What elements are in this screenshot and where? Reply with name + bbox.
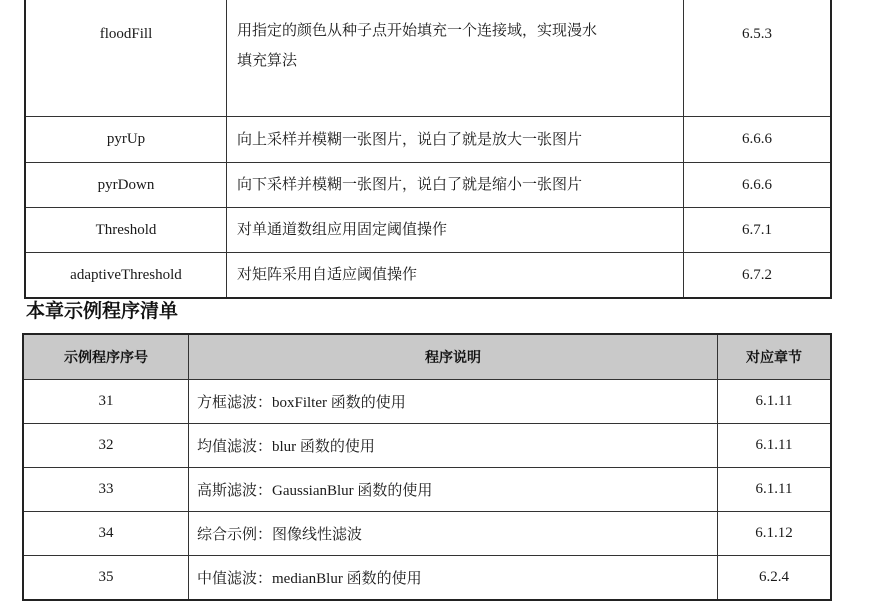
table-row: [25, 0, 831, 117]
sample-description: 均值滤波：blur 函数的使用: [189, 424, 718, 468]
description-line: 填充算法: [237, 53, 298, 69]
function-description: 对矩阵采用自适应阈值操作: [227, 253, 684, 299]
sample-section: 6.1.11: [718, 380, 832, 424]
column-header-section: 对应章节: [718, 334, 832, 380]
function-section: 6.7.1: [684, 208, 832, 253]
sample-section: 6.1.11: [718, 468, 832, 512]
function-name: pyrUp: [25, 117, 227, 163]
table-row: [25, 117, 831, 163]
sample-description: 高斯滤波：GaussianBlur 函数的使用: [189, 468, 718, 512]
table-row: [23, 380, 831, 424]
sample-description: 中值滤波：medianBlur 函数的使用: [189, 556, 718, 601]
table-row: [23, 468, 831, 512]
function-description: 向下采样并模糊一张图片，说白了就是缩小一张图片: [227, 163, 684, 208]
function-description: 向上采样并模糊一张图片，说白了就是放大一张图片: [227, 117, 684, 163]
sample-number: 35: [23, 556, 189, 601]
table-row: [23, 512, 831, 556]
table-row: [25, 163, 831, 208]
function-name: adaptiveThreshold: [25, 253, 227, 299]
column-header-description: 程序说明: [189, 334, 718, 380]
function-section: 6.6.6: [684, 117, 832, 163]
description-line: 用指定的颜色从种子点开始填充一个连接域，实现漫水: [237, 23, 598, 39]
table-row: [23, 424, 831, 468]
table-row: [23, 556, 831, 601]
function-table: [24, 0, 832, 299]
table-header-row: [23, 334, 831, 380]
sample-number: 34: [23, 512, 189, 556]
sample-description: 综合示例：图像线性滤波: [189, 512, 718, 556]
table-row: [25, 253, 831, 299]
function-section: 6.5.3: [684, 0, 832, 117]
sample-number: 33: [23, 468, 189, 512]
function-description: [227, 0, 684, 117]
sample-number: 31: [23, 380, 189, 424]
function-description: 对单通道数组应用固定阈值操作: [227, 208, 684, 253]
sample-section: 6.1.11: [718, 424, 832, 468]
sample-description: 方框滤波：boxFilter 函数的使用: [189, 380, 718, 424]
function-name: Threshold: [25, 208, 227, 253]
column-header-number: 示例程序序号: [23, 334, 189, 380]
sample-number: 32: [23, 424, 189, 468]
table-row: [25, 208, 831, 253]
sample-section: 6.2.4: [718, 556, 832, 601]
sample-program-table: [22, 333, 832, 601]
sample-section: 6.1.12: [718, 512, 832, 556]
function-name: floodFill: [25, 0, 227, 117]
section-title: 本章示例程序清单: [26, 300, 179, 322]
function-name: pyrDown: [25, 163, 227, 208]
function-section: 6.6.6: [684, 163, 832, 208]
function-section: 6.7.2: [684, 253, 832, 299]
